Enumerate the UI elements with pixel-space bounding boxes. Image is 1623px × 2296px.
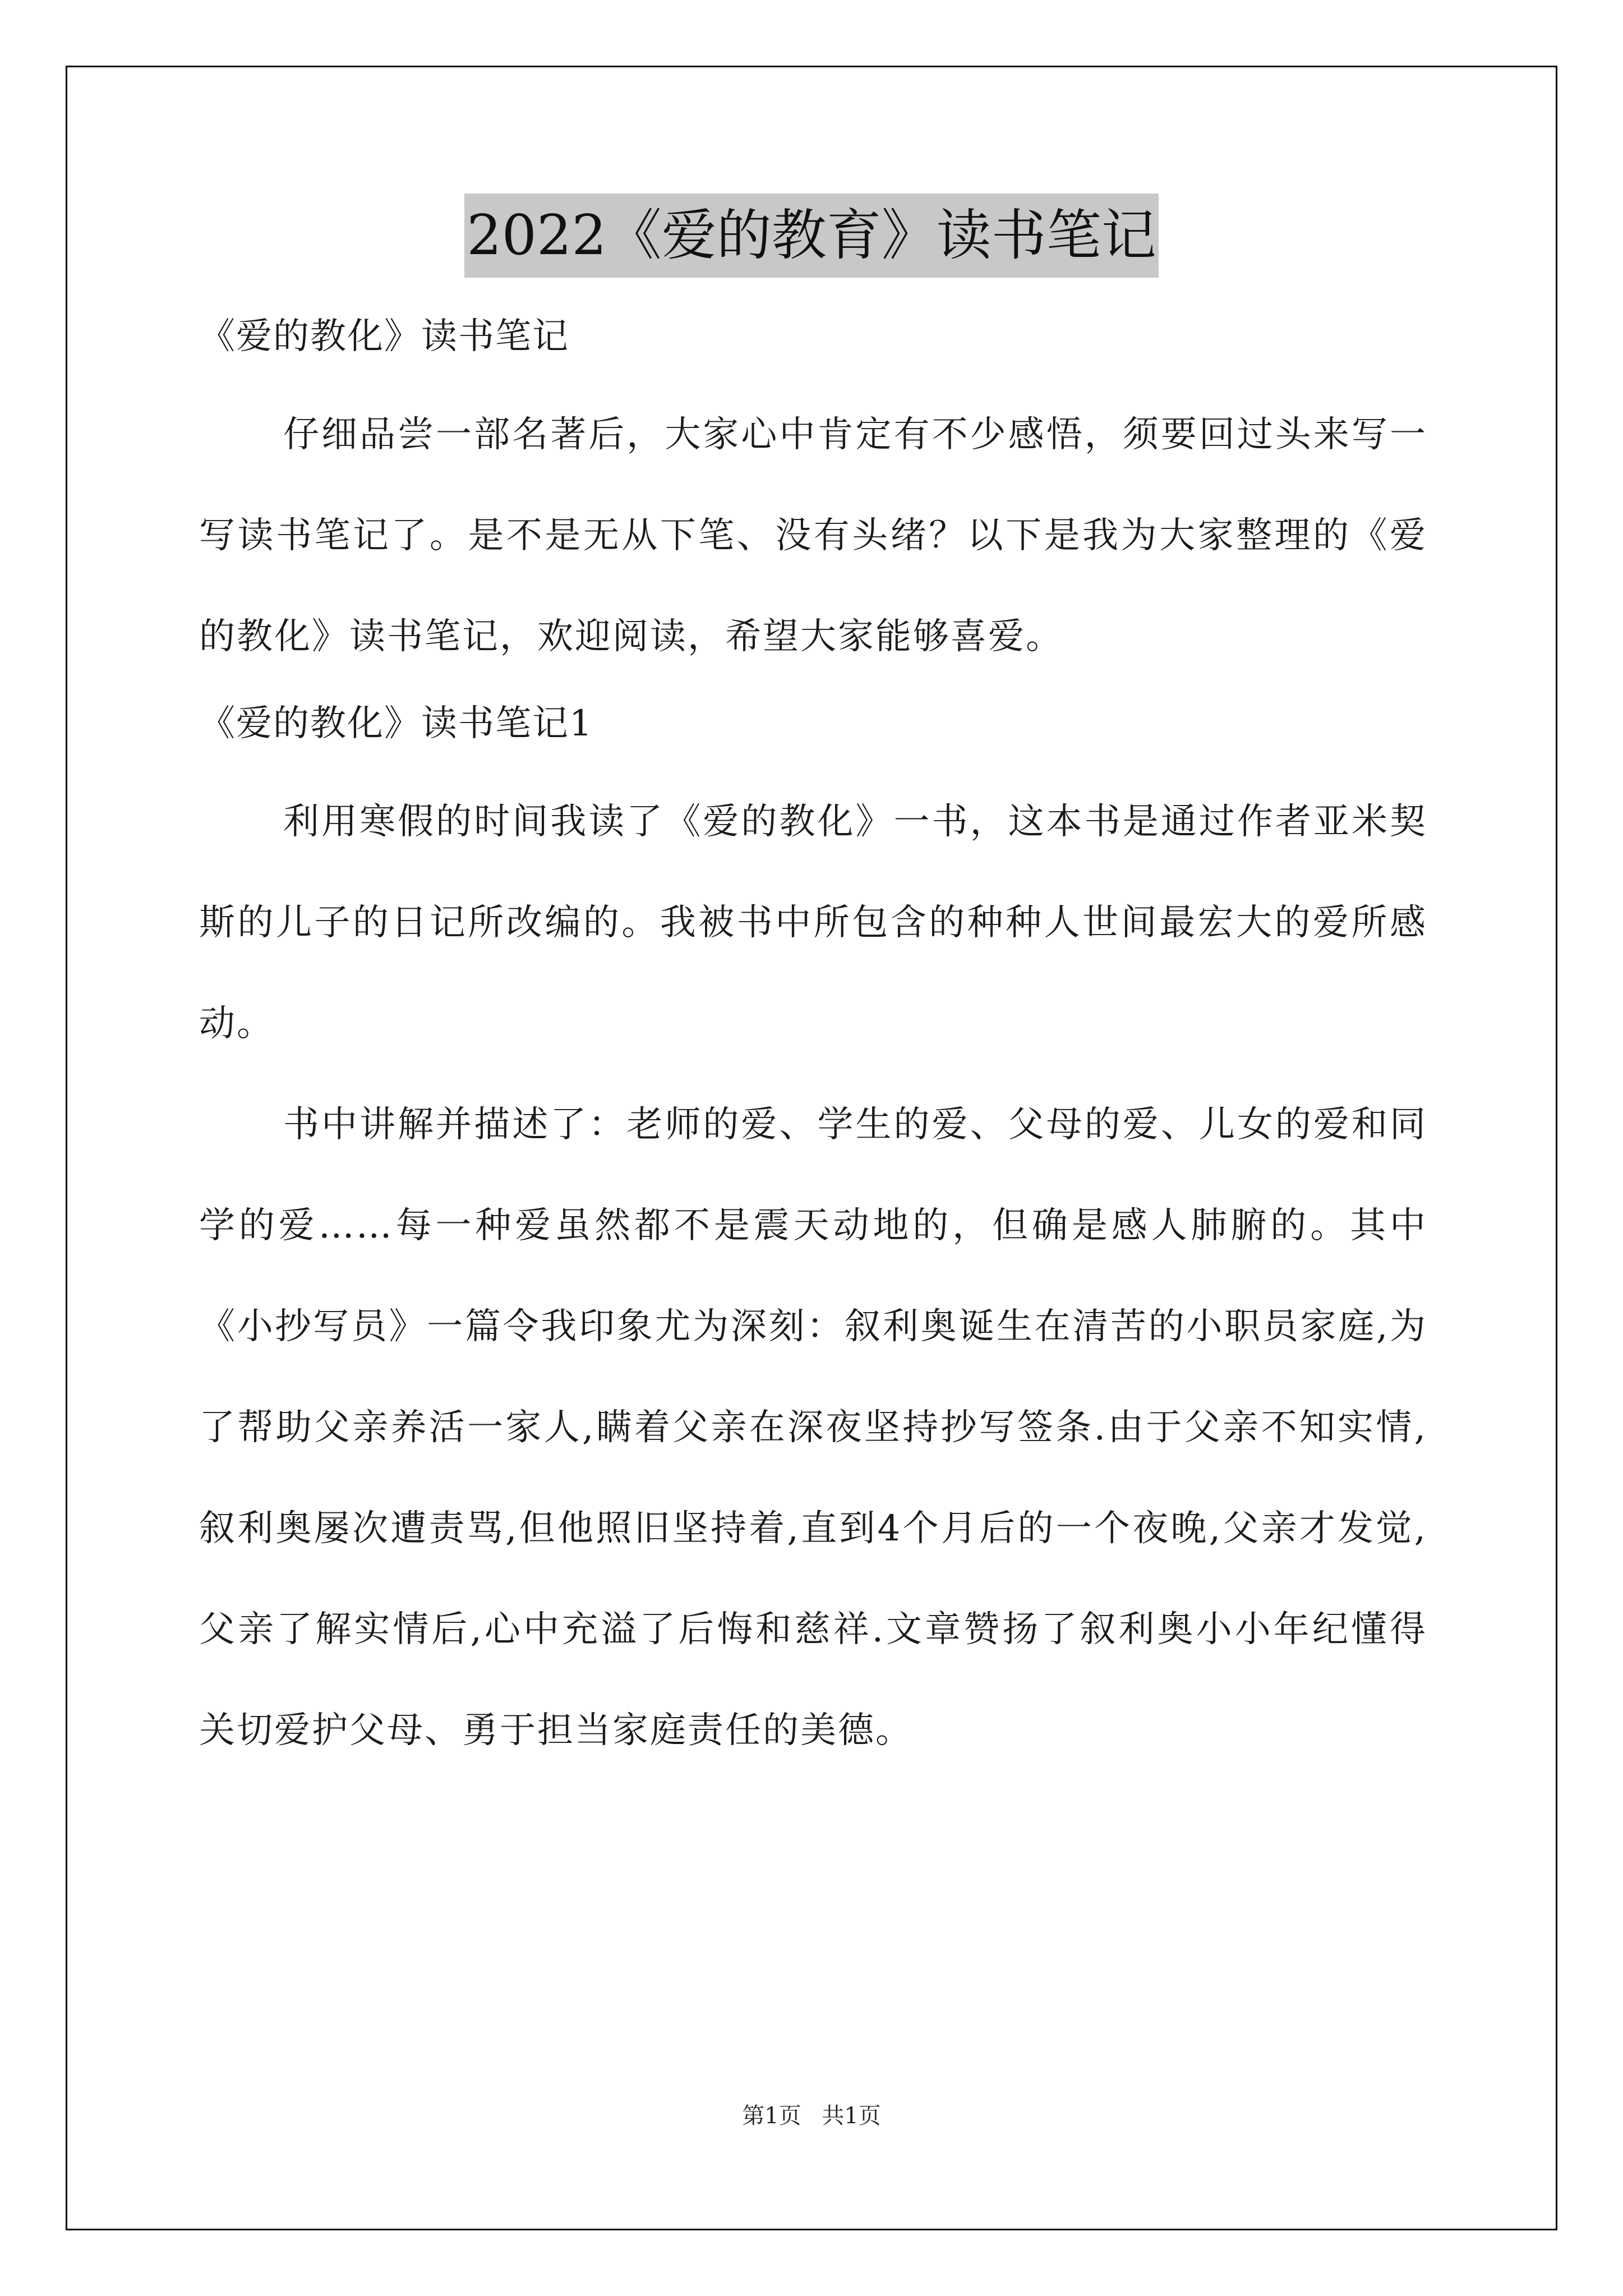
page-footer bbox=[0, 2098, 1623, 2130]
section-heading: 《爱的教化》读书笔记1 bbox=[199, 703, 593, 744]
page-number: 第1页 bbox=[742, 2103, 801, 2129]
paragraph: 利用寒假的时间我读了《爱的教化》一书，这本书是通过作者亚米契斯的儿子的日记所改编的。我被书中所包含的种种人世间最宏大的爱所感动。 bbox=[199, 801, 1427, 1045]
paragraph: 书中讲解并描述了：老师的爱、学生的爱、父母的爱、儿女的爱和同学的爱……每一种爱虽然都不是震天动地的，但确是感人肺腑的。其中《小抄写员》一篇令我印象尤为深刻：叙利奥诞生在清苦的小职员家庭,为了帮助父亲养活一家人,瞒着父亲在深夜坚持抄写签条.由于父亲不知实情,叙利奥屡次遭责骂,但他照旧坚持着,直到4个月后的一个夜晚,父亲才发觉,父亲了解实情后,心中充溢了后悔和慈祥.文章赞扬了叙利奥小小年纪懂得关切爱护父母、勇于担当家庭责任的美德。 bbox=[199, 1104, 1427, 1751]
page-total: 共1页 bbox=[822, 2103, 881, 2129]
document-title: 2022《爱的教育》读书笔记 bbox=[464, 194, 1158, 278]
paragraph: 仔细品尝一部名著后，大家心中肯定有不少感悟，须要回过头来写一写读书笔记了。是不是无从下笔、没有头绪？以下是我为大家整理的《爱的教化》读书笔记，欢迎阅读，希望大家能够喜爱。 bbox=[199, 414, 1427, 657]
section-heading: 《爱的教化》读书笔记 bbox=[199, 316, 569, 357]
title-container bbox=[0, 194, 1623, 278]
document-body bbox=[199, 306, 1427, 1781]
